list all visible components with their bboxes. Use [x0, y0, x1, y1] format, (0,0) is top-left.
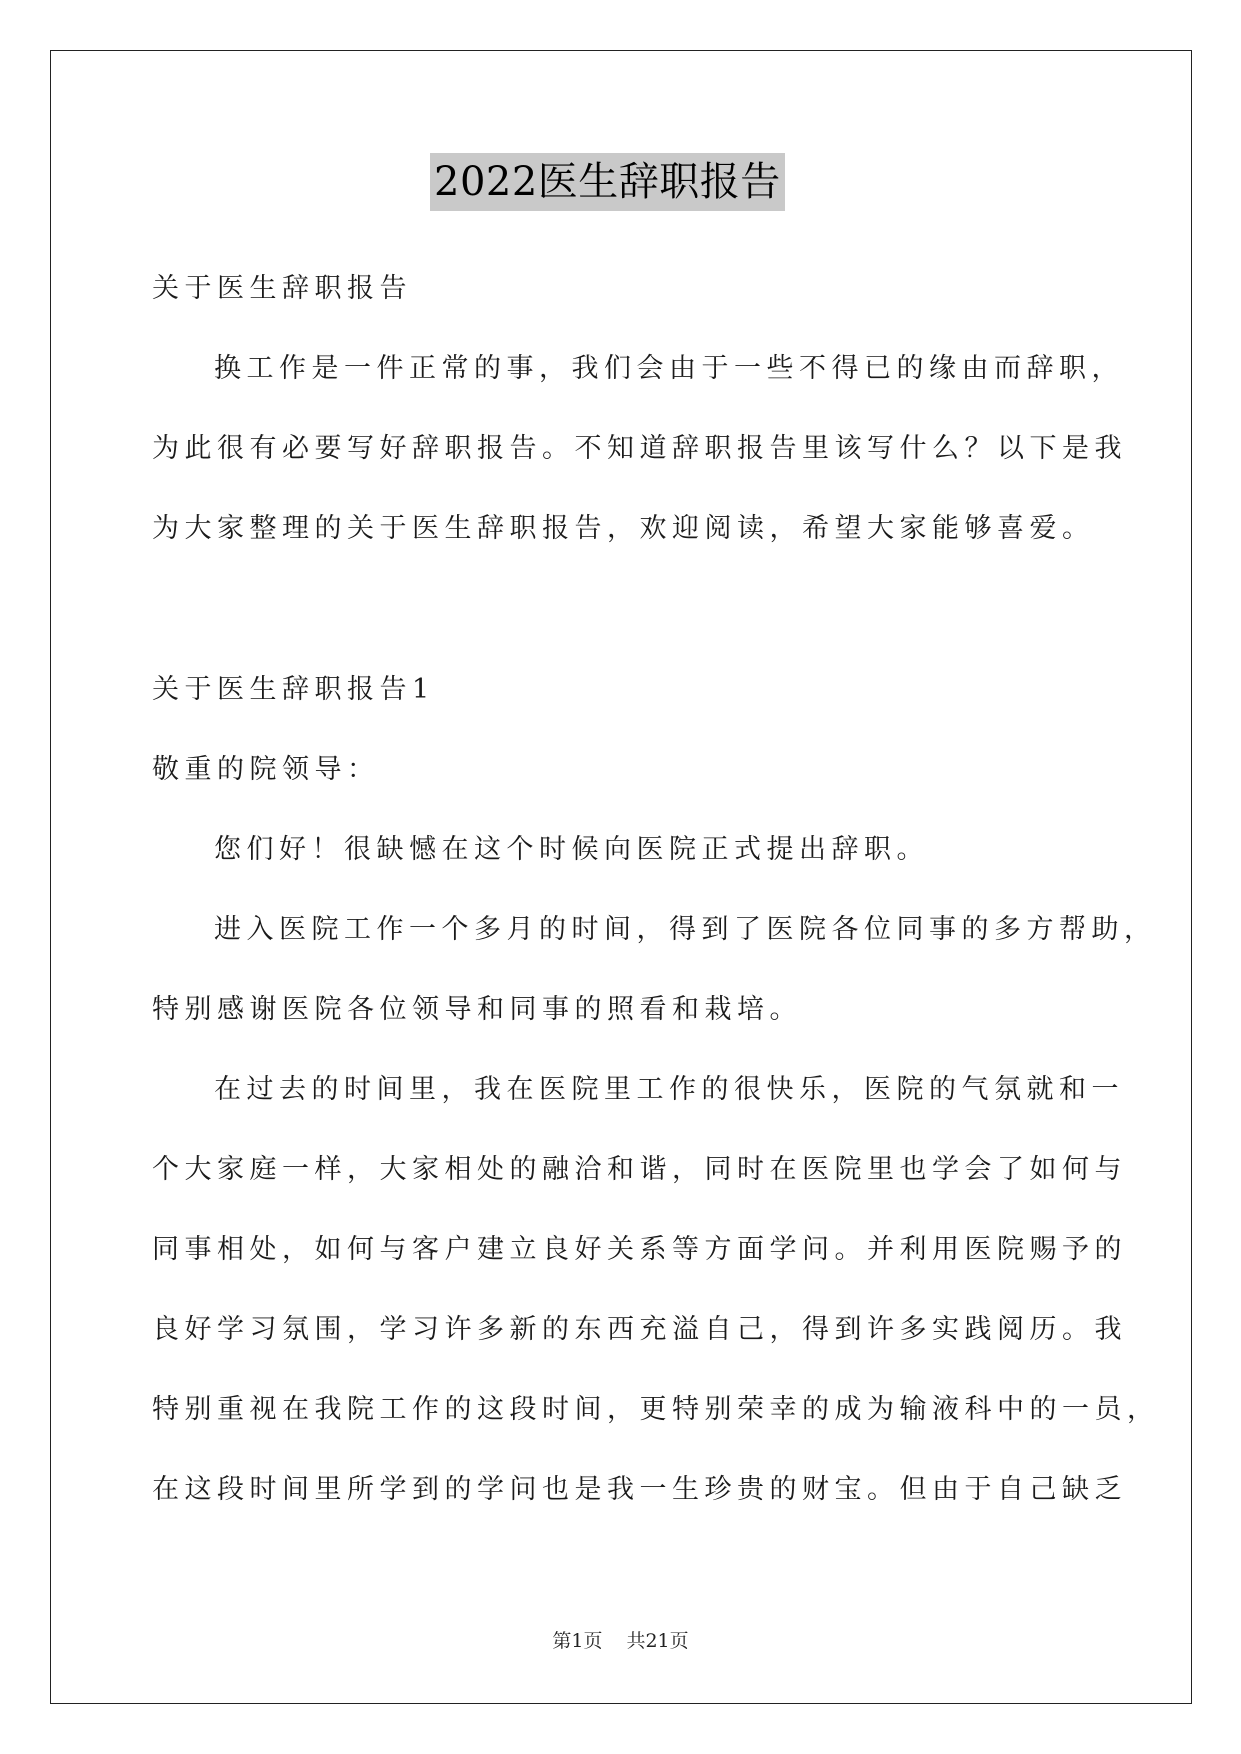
page-number: 第1页 — [552, 1630, 603, 1652]
paragraph-line: 同事相处，如何与客户建立良好关系等方面学问。并利用医院赐予的 — [152, 1234, 1127, 1265]
document-title: 2022医生辞职报告 — [430, 153, 785, 211]
paragraph-line: 特别重视在我院工作的这段时间，更特别荣幸的成为输液科中的一员， — [152, 1394, 1160, 1425]
paragraph-line: 为此很有必要写好辞职报告。不知道辞职报告里该写什么？以下是我 — [152, 433, 1127, 464]
paragraph-line: 进入医院工作一个多月的时间，得到了医院各位同事的多方帮助， — [214, 914, 1157, 945]
page-total: 共21页 — [626, 1630, 689, 1652]
paragraph-line: 在这段时间里所学到的学问也是我一生珍贵的财宝。但由于自己缺乏 — [152, 1474, 1127, 1505]
paragraph-line: 您们好！很缺憾在这个时候向医院正式提出辞职。 — [214, 834, 929, 865]
paragraph-line: 个大家庭一样，大家相处的融洽和谐，同时在医院里也学会了如何与 — [152, 1154, 1127, 1185]
paragraph-line: 良好学习氛围，学习许多新的东西充溢自己，得到许多实践阅历。我 — [152, 1314, 1127, 1345]
page-footer — [0, 1629, 1241, 1653]
intro-heading: 关于医生辞职报告 — [152, 273, 412, 304]
paragraph-line: 特别感谢医院各位领导和同事的照看和栽培。 — [152, 994, 802, 1025]
salutation: 敬重的院领导： — [152, 754, 380, 785]
paragraph-line: 为大家整理的关于医生辞职报告，欢迎阅读，希望大家能够喜爱。 — [152, 513, 1095, 544]
section-heading: 关于医生辞职报告1 — [152, 674, 435, 705]
paragraph-line: 换工作是一件正常的事，我们会由于一些不得已的缘由而辞职， — [214, 353, 1124, 384]
paragraph-line: 在过去的时间里，我在医院里工作的很快乐，医院的气氛就和一 — [214, 1074, 1124, 1105]
